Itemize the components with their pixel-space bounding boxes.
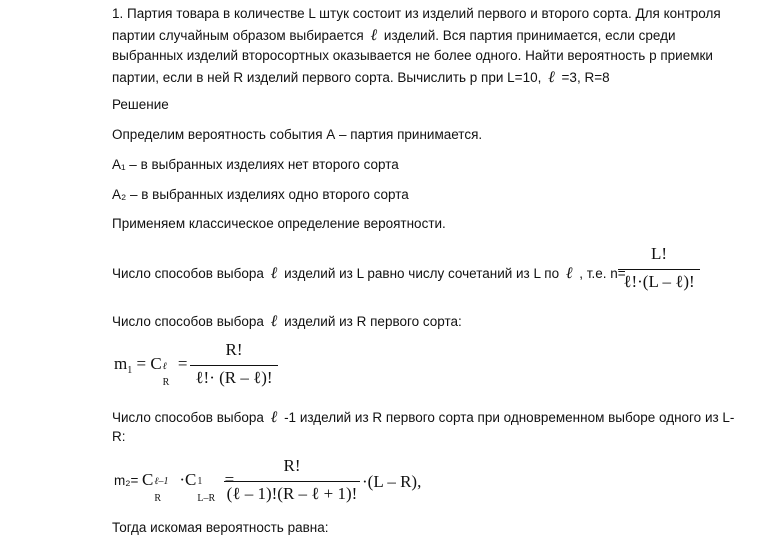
fraction-bar (190, 365, 278, 366)
m2-lhs: m₂= (114, 473, 139, 488)
n-numerator: L! (650, 244, 668, 263)
n-fraction (618, 244, 700, 296)
m2-text-b: -1 изделий из R первого сорта при одновременном выборе одного из L- (284, 410, 735, 425)
m1-subscript: 1 (127, 365, 133, 376)
n-text-a: Число способов выбора (112, 266, 264, 281)
m1-combination: = C (136, 354, 162, 373)
m1-lhs (114, 354, 188, 388)
fraction-bar (224, 481, 360, 482)
classic-definition: Применяем классическое определение вероятности. (112, 216, 446, 231)
n-denominator: ℓ!·(L – ℓ)! (623, 272, 695, 291)
problem-line-1: 1. Партия товара в количестве L штук состоит из изделий первого и второго сорта. Для контроля (112, 6, 721, 21)
ell-symbol: ℓ (270, 407, 278, 426)
m2-c1-sup: ℓ–1 (154, 476, 169, 487)
m1-text-a: Число способов выбора (112, 314, 264, 329)
m2-c1-sub: R (154, 493, 162, 504)
m1-numerator: R! (225, 340, 243, 359)
m1-sub: R (162, 377, 170, 388)
problem-line-2 (112, 24, 742, 46)
problem-line-4-start: партии, если в ней R изделий первого сорта. Вычислить р при L=10, (112, 70, 542, 85)
event-a1: А₁ – в выбранных изделиях нет второго сорта (112, 157, 399, 172)
m2-combinations (142, 470, 235, 504)
ell-symbol: ℓ (548, 67, 555, 86)
n-text-b: изделий из L равно числу сочетаний из L по (284, 266, 560, 281)
problem-line-4-end: =3, R=8 (561, 70, 610, 85)
ell-symbol: ℓ (270, 311, 278, 330)
m2-tail: ·(L – R), (362, 472, 422, 491)
ell-symbol: ℓ (565, 263, 573, 282)
final-sentence: Тогда искомая вероятность равна: (112, 520, 329, 535)
ell-symbol: ℓ (370, 25, 378, 44)
m2-formula-text-1 (112, 406, 742, 428)
m1-symbol: m (114, 354, 128, 373)
m1-denominator: ℓ!· (R – ℓ)! (195, 368, 273, 387)
m2-fraction (224, 456, 360, 508)
fraction-bar (618, 269, 700, 270)
solution-heading: Решение (112, 97, 169, 112)
m1-fraction (190, 340, 278, 392)
m2-text-a: Число способов выбора (112, 410, 264, 425)
problem-line-4 (112, 66, 742, 88)
m2-formula-text-2: R: (112, 429, 126, 444)
ell-symbol: ℓ (270, 263, 278, 282)
m2-c1: C (142, 470, 154, 489)
event-definition: Определим вероятность события А – партия принимается. (112, 127, 483, 142)
m1-sup: ℓ (162, 361, 167, 372)
m1-formula-text (112, 310, 742, 332)
m2-c2: ·C (179, 470, 197, 489)
equals-sign: = (177, 354, 188, 373)
problem-line-2-end: изделий. Вся партия принимается, если среди (383, 28, 676, 43)
n-text-c: , т.е. n= (579, 266, 626, 281)
event-a2: А₂ – в выбранных изделиях одно второго сорта (112, 187, 409, 202)
problem-line-3: выбранных изделий второсортных оказывается не более одного. Найти вероятность р приемки (112, 48, 713, 63)
m2-c2-sup: 1 (197, 476, 203, 487)
problem-line-2-start: партии случайным образом выбирается (112, 28, 364, 43)
m2-c2-sub: L–R (197, 493, 216, 504)
m1-text-b: изделий из R первого сорта: (284, 314, 462, 329)
equals-sign: = (224, 470, 235, 489)
m2-numerator: R! (283, 456, 301, 475)
m2-denominator: (ℓ – 1)!(R – ℓ + 1)! (226, 484, 358, 503)
